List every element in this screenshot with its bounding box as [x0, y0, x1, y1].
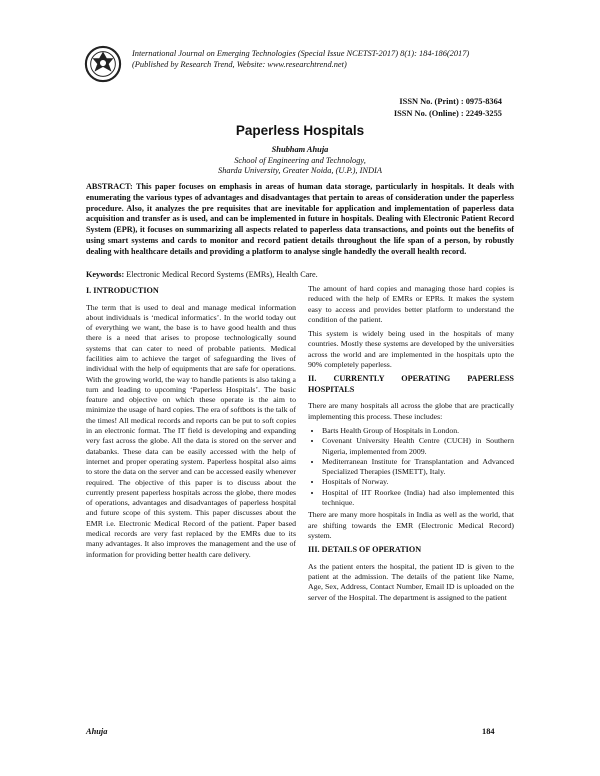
publisher-line: (Published by Research Trend, Website: www.researchtrend.net) [132, 60, 347, 69]
abstract: ABSTRACT: This paper focuses on emphasis in areas of human data storage, particularly in hospitals. It deals with enumerating the various types of advantages and disadvantages that pertain to areas of consideration under the paperless procedure. Also, it analyzes the pre requisites that are inevitable for application and implementation of paperless data acquisition and transfer as is used, and can be implemented in future in hospitals. Dealing with Electronic Patient Record System (EPR), it focuses on summarizing all aspects related to paperless data transactions, and points out the benefits of using smart systems and cards to monitor and record patient details throughout the life span of a person, by robustly dealing with healthcare details and providing a platform to analyse single handedly the overall health record. [86, 182, 514, 256]
list-item: • Hospitals of Norway. [322, 477, 514, 487]
footer-author: Ahuja [86, 727, 108, 736]
paragraph: There are many more hospitals in India as well as the world, that are shifting towards the EMR (Electronic Medical Record) system. [308, 510, 514, 540]
intro-paragraph: The term that is used to deal and manage medical information about individuals is ‘medical informatics’. In the world today out of everything we want, the base is to have good health and thus there is a need that arises to propose technologically sound systems that can cater to need of probable patients. Medical facilities aim to achieve the target of safeguarding the lives of individual with the help of equipments that are safe for operations. With the growing world, the way to handle patients is also taking a turn and leading to upcoming ‘Paperless Hospitals’. The basic feature and objective on which these operate is the aim to minimize the usage of hard copies. The era of softbots is the talk of the times! All medical records and reports can be put to soft copies in an electronic format. The IT field is developing and expanding very fast across the globe. All the data is stored on the server and databanks. These data can be easily accessed with the help of internet and proper operating system. Paperless hospital also aims to store the data on the server and can be accessed easily whenever required. The objective of this paper is to discuss about the currently present paperless hospitals across the globe, there modes of operations, advantages and disadvantages of paperless hospital and future scope of this system. This paper discusses about the EMR i.e. Electronic Medical Record of the patient. Paper based medical records are very fast replaced by the EMRs due to its many advantages. It also improves the management and the use of information for providing better health care delivery. [86, 302, 296, 559]
issn-online: ISSN No. (Online) : 2249-3255 [393, 109, 502, 118]
keywords [86, 270, 514, 281]
journal-logo-icon [84, 45, 122, 83]
paper-title: Paperless Hospitals [235, 123, 365, 138]
list-item: • Hospital of IIT Roorkee (India) had also implemented this technique. [322, 488, 514, 509]
page-number: 184 [482, 727, 495, 736]
section-heading-details-of-operation: III. DETAILS OF OPERATION [308, 545, 422, 555]
list-item: • Mediterranean Institute for Transplantation and Advanced Specialized Therapies (ISMETT), Italy. [322, 457, 514, 478]
keywords-text: Electronic Medical Record Systems (EMRs), Health Care. [126, 270, 318, 279]
list-item: • Covenant University Health Centre (CUCH) in Southern Nigeria, implemented from 2009. [322, 436, 514, 457]
left-column [86, 284, 296, 564]
paragraph: As the patient enters the hospital, the patient ID is given to the patient at the admission. The details of the patient like Name, Age, Sex, Address, Contact Number, Email ID is uploaded on the server of the Hospital. The department is assigned to the patient [308, 561, 514, 602]
section-heading-introduction: I. INTRODUCTION [86, 286, 159, 295]
right-column [308, 284, 514, 607]
author-name: Shubham Ahuja [271, 145, 329, 154]
affiliation-line-2: Sharda University, Greater Noida, (U.P.), INDIA [218, 166, 382, 175]
paragraph: This system is widely being used in the hospitals of many countries. Mostly these systems are developed by the universities across the world and are implemented in the hospitals upto the 90% completely paperless. [308, 329, 514, 370]
list-item: • Barts Health Group of Hospitals in London. [322, 426, 514, 436]
keywords-label: Keywords: [86, 270, 125, 279]
hospital-list [308, 426, 514, 508]
section-heading-paperless-hospitals: II. CURRENTLY OPERATING PAPERLESS HOSPITALS [308, 374, 514, 394]
issn-print: ISSN No. (Print) : 0975-8364 [399, 97, 502, 106]
paragraph: The amount of hard copies and managing those hard copies is reduced with the help of EMRs or EPRs. It makes the system easy to access and provides better platform to understand the condition of the patient. [308, 284, 514, 324]
author-block [0, 145, 600, 177]
paragraph: There are many hospitals all across the globe that are practically implementing this process. These includes: [308, 401, 514, 421]
journal-citation: International Journal on Emerging Technologies (Special Issue NCETST-2017) 8(1): 184-186(2017) [132, 49, 470, 58]
affiliation-line-1: School of Engineering and Technology, [234, 155, 366, 165]
